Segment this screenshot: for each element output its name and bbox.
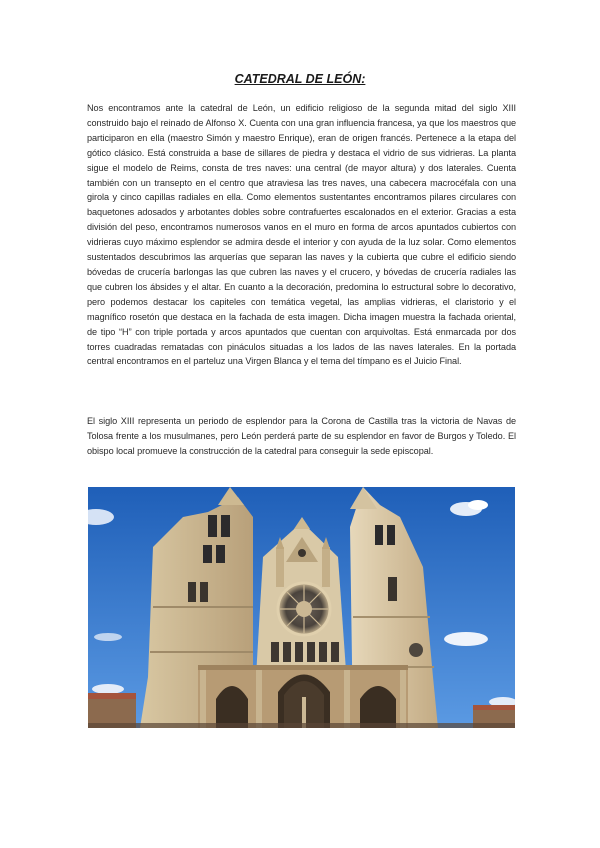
paragraph-2: El siglo XIII representa un periodo de esplendor para la Corona de Castilla tras la victoria de Navas de Tolosa frente a los musulmanes, pero León perderá parte de su esplendor en favor de Burgos y Toledo. El obispo local promueve la construcción de la catedral para conseguir la sede episcopal. <box>87 416 516 456</box>
page-title: CATEDRAL DE LEÓN: <box>234 72 366 86</box>
cathedral-photo <box>88 487 515 728</box>
paragraph-1: Nos encontramos ante la catedral de León, un edificio religioso de la segunda mitad del siglo XIII construido bajo el reinado de Alfonso X. Cuenta con una gran influencia francesa, ya que los maestros que participaron en ella (maestro Simón y maestro Enrique), eran de origen francés. Pertenece a la etapa del gótico clásico. Está construida a base de sillares de piedra y destaca el vidrio de sus vidrieras. La planta sigue el modelo de Reims, consta de tres naves: una central (de mayor altura) y dos laterales. Cuenta también con un transepto en el centro que atraviesa las tres naves, una cabecera macrocéfala con una girola y cinco capillas radiales en ella. Como elementos sustentantes encontramos pilares circulares con baquetones adosados y arbotantes dobles sobre contrafuertes escalonados en el exterior. Gracias a esta división del peso, encontramos numerosos vanos en el muro en forma de arcos apuntados cubiertos con vidrieras cuyo máximo esplendor se admira desde el interior y con ayuda de la luz solar. Como elementos sustentados descubrimos las arquerías que separan las naves y la cubierta que cubre el edificio siendo bóvedas de crucería barlongas las que cubren las naves y el crucero, y bóvedas de crucería radiales las que cubren los ábsides y el altar. En cuanto a la decoración, predomina lo estructural sobre lo decorativo, pero podemos destacar los capiteles con temática vegetal, las amplias vidrieras, el claristorio y el magnífico rosetón que destaca en la fachada de esta imagen. Dicha imagen muestra la fachada oriental, de tipo “H” con triple portada y arcos apuntados que cuentan con arquivoltas. Está enmarcada por dos torres cuadradas rematadas con pináculos situadas a los lados de las naves laterales. En la portada central encontramos en el parteluz una Virgen Blanca y el tema del tímpano es el Juicio Final. <box>87 103 516 367</box>
cathedral-illustration <box>88 487 515 728</box>
